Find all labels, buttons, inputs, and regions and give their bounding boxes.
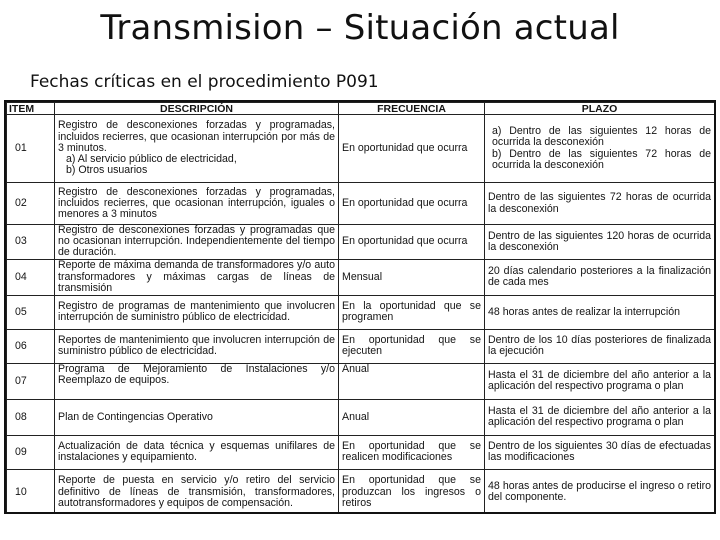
row-deadline: Dentro de los siguientes 30 días de efectuadas las modificaciones (485, 435, 715, 469)
row-description: Reporte de puesta en servicio y/o retiro del servicio definitivo de líneas de transmisión, transformadores, autotransformadores y equipos de compensación. (55, 469, 339, 514)
row-item: 03 (7, 225, 55, 260)
row-frequency: En la oportunidad que se programen (339, 295, 485, 329)
row-description (55, 115, 339, 183)
row-description: Registro de desconexiones forzadas y programadas, incluidos recierres, que ocasionan interrupción, iguales o menores a 3 minutos (55, 183, 339, 225)
row-frequency: En oportunidad que ocurra (339, 225, 485, 260)
row-description: Registro de programas de mantenimiento que involucren interrupción de suministro público de electricidad. (55, 295, 339, 329)
procedure-table (4, 100, 716, 514)
row-item: 05 (7, 295, 55, 329)
row-deadline: Dentro de los 10 días posteriores de finalizada la ejecución (485, 329, 715, 363)
row-frequency: En oportunidad que ocurra (339, 183, 485, 225)
table-row (7, 225, 715, 260)
row-item: 10 (7, 469, 55, 514)
table-row (7, 183, 715, 225)
row-frequency: En oportunidad que se produzcan los ingresos o retiros (339, 469, 485, 514)
row-description-sub-a: a) Al servicio público de electricidad, (66, 153, 237, 166)
row-description-sub-b: b) Otros usuarios (66, 164, 148, 177)
row-deadline: 48 horas antes de producirse el ingreso o retiro del componente. (485, 469, 715, 514)
row-deadline: 20 días calendario posteriores a la finalización de cada mes (485, 259, 715, 295)
slide-subtitle: Fechas críticas en el procedimiento P091 (30, 72, 379, 92)
row-deadline (485, 115, 715, 183)
row-item: 01 (7, 115, 55, 183)
row-item: 06 (7, 329, 55, 363)
row-frequency: En oportunidad que se ejecuten (339, 329, 485, 363)
row-description: Registro de desconexiones forzadas y programadas que no ocasionan interrupción. Independientemente del tiempo de duración. (55, 225, 339, 260)
row-frequency: Mensual (339, 259, 485, 295)
row-description: Reportes de mantenimiento que involucren interrupción de suministro público de electricidad. (55, 329, 339, 363)
row-deadline-a: a) Dentro de las siguientes 12 horas de ocurrida la desconexión (492, 125, 711, 149)
row-deadline: Dentro de las siguientes 120 horas de ocurrida la desconexión (485, 225, 715, 260)
row-deadline-b: b) Dentro de las siguientes 72 horas de ocurrida la desconexión (492, 147, 711, 171)
table-row (7, 435, 715, 469)
row-item: 07 (7, 363, 55, 399)
row-description: Reporte de máxima demanda de transformadores y/o auto transformadores y máximas cargas de líneas de transmisión (55, 259, 339, 295)
header-plazo: PLAZO (485, 103, 715, 115)
table-row (7, 399, 715, 435)
table-row (7, 363, 715, 399)
table-row (7, 295, 715, 329)
header-item: ITEM (7, 103, 55, 115)
slide-title: Transmision – Situación actual (100, 8, 620, 48)
table-row (7, 259, 715, 295)
row-description-text: Registro de desconexiones forzadas y programadas, incluidos recierres, que ocasionan interrupción por más de 3 minutos. (58, 119, 335, 154)
table-row (7, 469, 715, 514)
row-frequency: En oportunidad que se realicen modificaciones (339, 435, 485, 469)
table-row (7, 329, 715, 363)
row-description: Actualización de data técnica y esquemas unifilares de instalaciones y equipamiento. (55, 435, 339, 469)
header-descripcion: DESCRIPCIÓN (55, 103, 339, 115)
row-deadline: Dentro de las siguientes 72 horas de ocurrida la desconexión (485, 183, 715, 225)
row-item: 04 (7, 259, 55, 295)
row-item: 02 (7, 183, 55, 225)
row-frequency: Anual (339, 363, 485, 399)
row-deadline: Hasta el 31 de diciembre del año anterior a la aplicación del respectivo programa o plan (485, 399, 715, 435)
table-header-row (7, 103, 715, 115)
row-deadline: Hasta el 31 de diciembre del año anterior a la aplicación del respectivo programa o plan (485, 363, 715, 399)
row-description: Programa de Mejoramiento de Instalaciones y/o Reemplazo de equipos. (55, 363, 339, 399)
row-description: Plan de Contingencias Operativo (55, 399, 339, 435)
row-item: 09 (7, 435, 55, 469)
row-frequency: Anual (339, 399, 485, 435)
table-row (7, 115, 715, 183)
row-frequency: En oportunidad que ocurra (339, 115, 485, 183)
row-deadline: 48 horas antes de realizar la interrupción (485, 295, 715, 329)
row-item: 08 (7, 399, 55, 435)
header-frecuencia: FRECUENCIA (339, 103, 485, 115)
